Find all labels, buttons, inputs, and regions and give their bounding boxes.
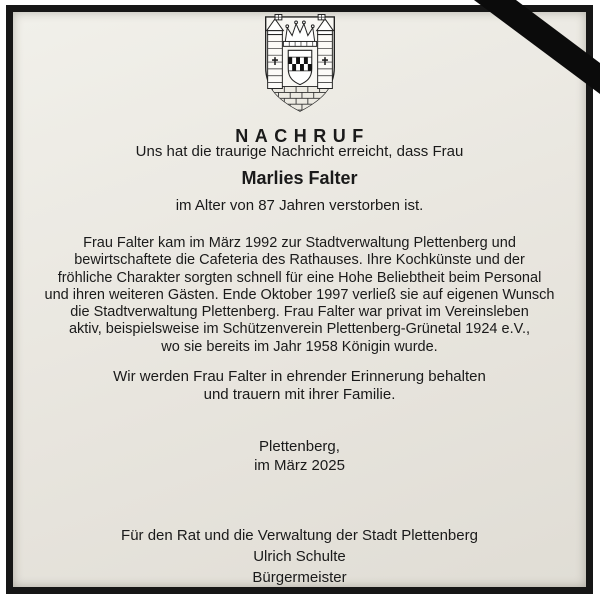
place-and-date <box>13 437 586 475</box>
body-line: fröhliche Charakter sorgten schnell für eine Hohe Beliebtheit beim Personal <box>57 269 542 286</box>
card-content <box>13 12 586 587</box>
coat-of-arms-icon <box>13 14 586 119</box>
closing-line: Wir werden Frau Falter in ehrender Erinnerung behalten <box>113 368 486 385</box>
age-line: im Alter von 87 Jahren verstorben ist. <box>175 197 424 214</box>
body-line: und ihren weiteren Gästen. Ende Oktober 1997 verließ sie auf eigenen Wunsch <box>44 286 555 303</box>
closing-line: und trauern mit ihrer Familie. <box>203 385 396 403</box>
body-line: Frau Falter kam im März 1992 zur Stadtverwaltung Plettenberg und <box>83 235 516 251</box>
closing-statement <box>13 368 586 403</box>
date-line: im März 2025 <box>254 457 345 474</box>
signature-org: Für den Rat und die Verwaltung der Stadt Plettenberg <box>121 527 478 544</box>
body-line: bewirtschaftete die Cafeteria des Rathauses. Ihre Kochkünste und der <box>74 252 525 269</box>
card-frame <box>6 5 593 594</box>
signature-role: Bürgermeister <box>252 569 347 586</box>
body-line: die Stadtverwaltung Plettenberg. Frau Falter war privat im Vereinsleben <box>70 304 529 321</box>
signature-block <box>13 525 586 588</box>
body-line: aktiv, beispielsweise im Schützenverein Plettenberg-Grünetal 1924 e.V., <box>68 321 531 338</box>
deceased-name: Marlies Falter <box>241 168 358 188</box>
page-title: NACHRUF <box>235 126 370 147</box>
intro-line: Uns hat die traurige Nachricht erreicht, dass Frau <box>135 143 464 160</box>
body-line: wo sie bereits im Jahr 1958 Königin wurde. <box>161 338 438 355</box>
obituary-body <box>13 235 586 356</box>
signature-person: Ulrich Schulte <box>253 548 346 565</box>
place-line: Plettenberg, <box>259 438 340 455</box>
